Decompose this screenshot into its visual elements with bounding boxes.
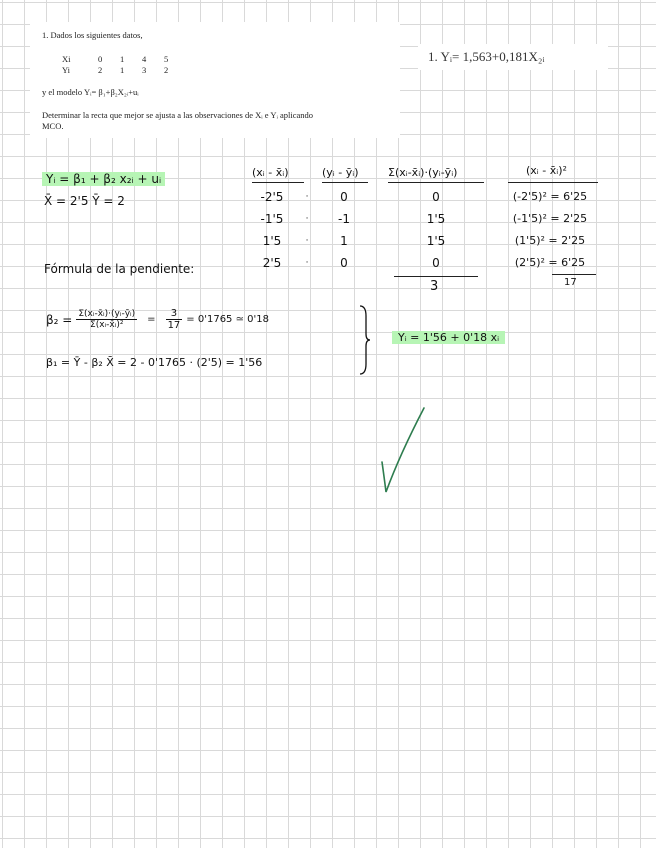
yi-value: 3 xyxy=(142,65,147,75)
xi-value: 4 xyxy=(142,54,147,64)
col2-values xyxy=(322,186,366,274)
col3-sum-line xyxy=(394,276,478,277)
beta2-value-denominator: 17 xyxy=(167,320,181,331)
table-cell: 0 xyxy=(432,190,440,204)
handwritten-model: Yᵢ = β₁ + β₂ x₂ᵢ + uᵢ xyxy=(42,172,165,186)
col3-total: 3 xyxy=(430,279,439,294)
table-cell: -1'5 xyxy=(260,212,284,226)
checkmark-icon xyxy=(376,404,430,496)
table-cell: (1'5)² = 2'25 xyxy=(514,234,586,247)
table-cell: 1'5 xyxy=(426,212,446,226)
table-cell: 2'5 xyxy=(262,256,282,270)
col1-values xyxy=(248,186,296,274)
col1-header: (xᵢ - x̄ᵢ) xyxy=(252,166,289,179)
beta2-formula xyxy=(46,308,269,331)
table-cell: 1 xyxy=(340,234,348,248)
col4-values xyxy=(500,186,600,274)
col4-header: (xᵢ - x̄ᵢ)² xyxy=(526,164,567,177)
beta2-result: = 0'1765 ≃ 0'18 xyxy=(186,314,269,325)
question-line2: MCO. xyxy=(42,121,64,131)
table-cell: -2'5 xyxy=(260,190,284,204)
xi-value: 1 xyxy=(120,54,125,64)
table-cell: (-1'5)² = 2'25 xyxy=(512,212,588,225)
beta2-equals: = xyxy=(147,314,156,325)
table-cell: -1 xyxy=(338,212,350,226)
yi-value: 1 xyxy=(120,65,125,75)
printed-answer xyxy=(418,44,608,70)
beta2-lhs: β₂ = xyxy=(46,312,73,327)
dot: · xyxy=(305,236,309,246)
right-brace xyxy=(358,304,372,376)
dot: · xyxy=(305,214,309,224)
col2-underline xyxy=(322,182,368,183)
answer-text: 1. Yᵢ= 1,563+0,181X₂ᵢ xyxy=(428,49,545,64)
col2-header: (yᵢ - ȳᵢ) xyxy=(322,166,359,179)
beta2-value-numerator: 3 xyxy=(166,308,183,320)
table-cell: 1'5 xyxy=(262,234,282,248)
dot: · xyxy=(305,192,309,202)
question-line1: Determinar la recta que mejor se ajusta a las observaciones de Xᵢ e Yᵢ aplicando xyxy=(42,110,314,120)
xi-value: 5 xyxy=(164,54,169,64)
xi-value: 0 xyxy=(98,54,103,64)
col3-values xyxy=(396,186,476,274)
problem-statement xyxy=(30,22,400,138)
beta1-formula: β₁ = Ȳ - β₂ X̄ = 2 - 0'1765 · (2'5) = 1'56 xyxy=(46,356,263,369)
col4-sum-line xyxy=(552,274,596,275)
col3-underline xyxy=(388,182,484,183)
multiply-dots xyxy=(300,186,314,274)
col3-header: Σ(xᵢ-x̄ᵢ)·(yᵢ-ȳᵢ) xyxy=(388,166,458,179)
handwritten-means: X̄ = 2'5 Ȳ = 2 xyxy=(44,194,125,208)
model-statement: y el modelo Yᵢ= β₁+β₂X₂ᵢ+uᵢ xyxy=(42,87,139,97)
table-cell: 0 xyxy=(432,256,440,270)
beta2-numerator: Σ(xᵢ-x̄ᵢ)·(yᵢ-ȳᵢ) xyxy=(78,309,136,319)
col1-underline xyxy=(252,182,304,183)
table-cell: (-2'5)² = 6'25 xyxy=(512,190,588,203)
table-cell: 0 xyxy=(340,190,348,204)
yi-value: 2 xyxy=(164,65,169,75)
col4-total: 17 xyxy=(564,277,577,288)
col4-underline xyxy=(508,182,598,183)
beta2-value-fraction xyxy=(166,308,183,331)
table-cell: (2'5)² = 6'25 xyxy=(514,256,586,269)
dot: · xyxy=(305,258,309,268)
table-cell: 0 xyxy=(340,256,348,270)
table-cell: 1'5 xyxy=(426,234,446,248)
yi-value: 2 xyxy=(98,65,103,75)
beta2-fraction xyxy=(76,309,137,330)
problem-title: 1. Dados los siguientes datos, xyxy=(42,30,143,40)
yi-label: Yi xyxy=(62,65,71,75)
slope-formula-label: Fórmula de la pendiente: xyxy=(44,262,195,276)
xi-label: Xi xyxy=(62,54,71,64)
beta2-denominator: Σ(xᵢ-x̄ᵢ)² xyxy=(90,320,124,330)
final-regression-line: Yᵢ = 1'56 + 0'18 xᵢ xyxy=(392,331,505,344)
